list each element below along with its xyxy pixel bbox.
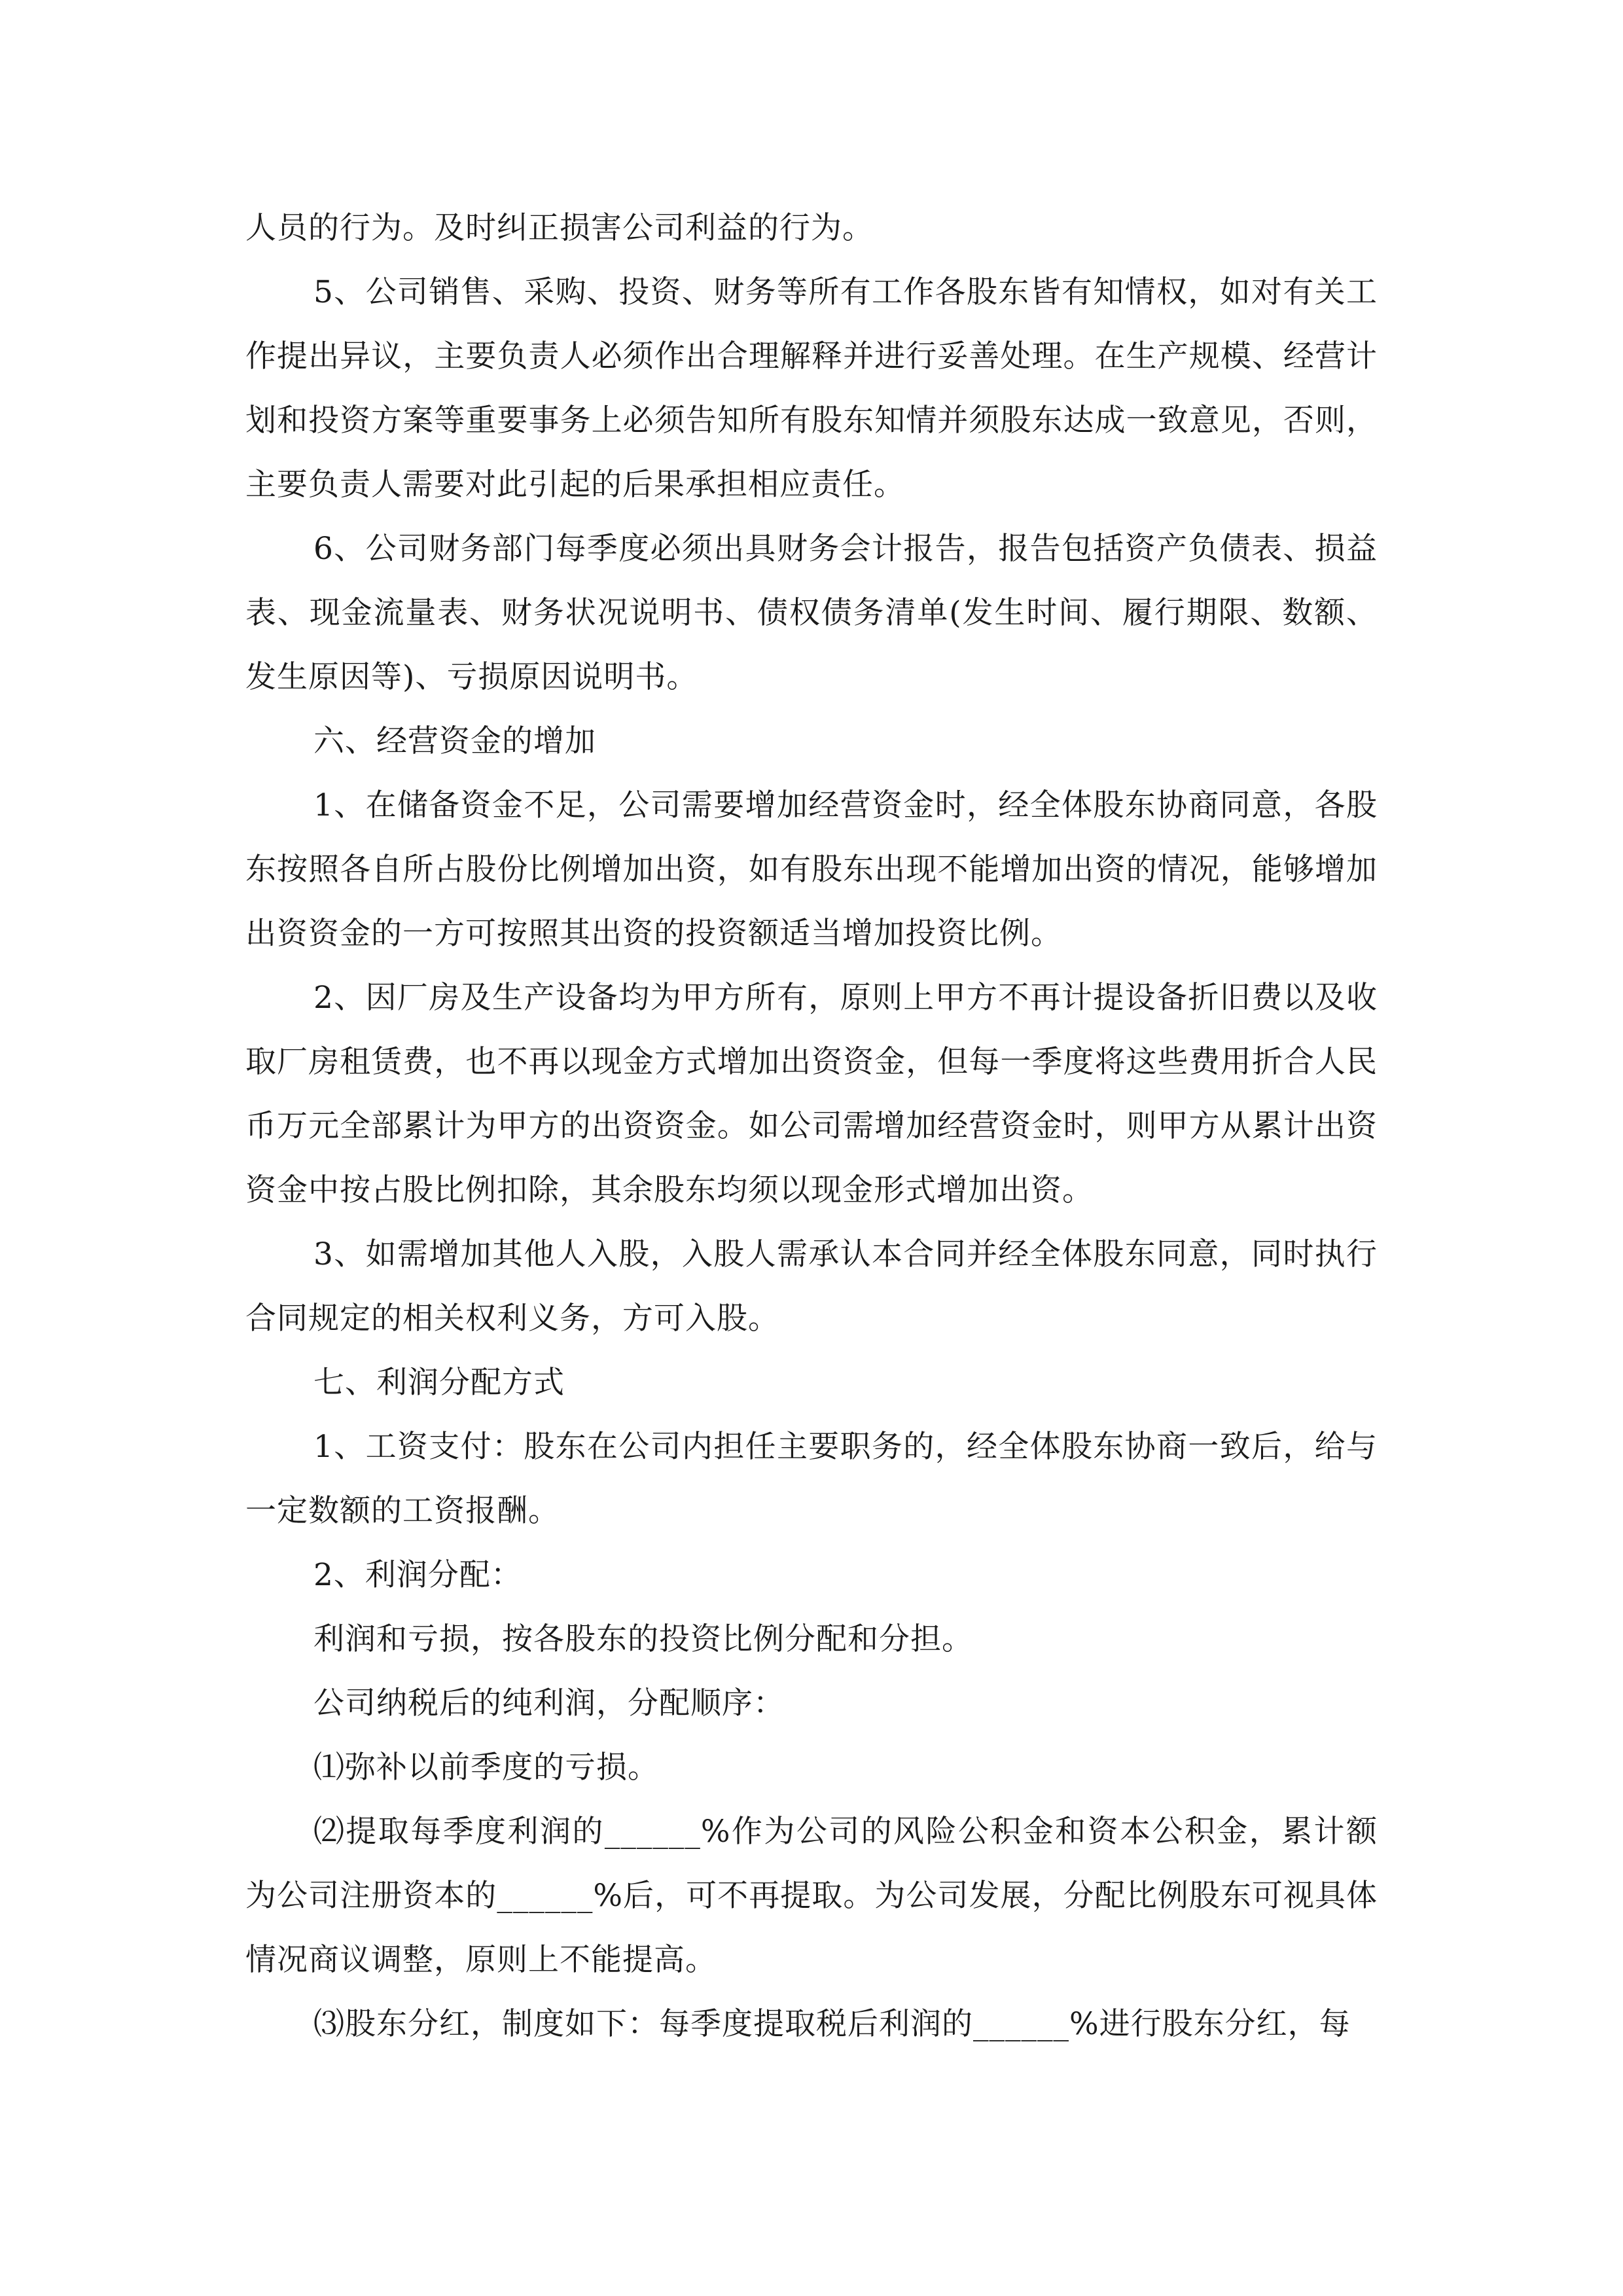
document-body — [245, 196, 1378, 2056]
paragraph-order-2: ⑵提取每季度利润的______%作为公司的风险公积金和资本公积金，累计额为公司注册资本的______%后，可不再提取。为公司发展，分配比例股东可视具体情况商议调整，原则上不能提高。 — [245, 1814, 1378, 1978]
section-heading-7: 七、利润分配方式 — [313, 1365, 565, 1401]
paragraph-capital-3: 3、如需增加其他人入股，入股人需承认本合同并经全体股东同意，同时执行合同规定的相关权利义务，方可入股。 — [245, 1236, 1378, 1336]
paragraph-order-3: ⑶股东分红，制度如下：每季度提取税后利润的______%进行股东分红，每 — [313, 2006, 1351, 2042]
paragraph-clause-5: 5、公司销售、采购、投资、财务等所有工作各股东皆有知情权，如对有关工作提出异议，主要负责人必须作出合理解释并进行妥善处理。在生产规模、经营计划和投资方案等重要事务上必须告知所有股东知情并须股东达成一致意见，否则，主要负责人需要对此引起的后果承担相应责任。 — [245, 274, 1378, 503]
paragraph-continuation: 人员的行为。及时纠正损害公司利益的行为。 — [245, 210, 874, 246]
paragraph-order-1: ⑴弥补以前季度的亏损。 — [313, 1749, 659, 1785]
paragraph-clause-6: 6、公司财务部门每季度必须出具财务会计报告，报告包括资产负债表、损益表、现金流量表、财务状况说明书、债权债务清单(发生时间、履行期限、数额、发生原因等)、亏损原因说明书。 — [245, 531, 1378, 695]
paragraph-capital-2: 2、因厂房及生产设备均为甲方所有，原则上甲方不再计提设备折旧费以及收取厂房租赁费，也不再以现金方式增加出资资金，但每一季度将这些费用折合人民币万元全部累计为甲方的出资资金。如公司需增加经营资金时，则甲方从累计出资资金中按占股比例扣除，其余股东均须以现金形式增加出资。 — [245, 980, 1378, 1208]
paragraph-capital-1: 1、在储备资金不足，公司需要增加经营资金时，经全体股东协商同意，各股东按照各自所占股份比例增加出资，如有股东出现不能增加出资的情况，能够增加出资资金的一方可按照其出资的投资额适当增加投资比例。 — [245, 787, 1378, 952]
paragraph-net-profit-order: 公司纳税后的纯利润，分配顺序： — [313, 1685, 785, 1721]
paragraph-profit-loss: 利润和亏损，按各股东的投资比例分配和分担。 — [313, 1621, 973, 1657]
section-heading-6: 六、经营资金的增加 — [313, 723, 596, 759]
paragraph-profit-1: 1、工资支付：股东在公司内担任主要职务的，经全体股东协商一致后，给与一定数额的工资报酬。 — [245, 1429, 1378, 1529]
paragraph-profit-2: 2、利润分配： — [313, 1557, 522, 1593]
